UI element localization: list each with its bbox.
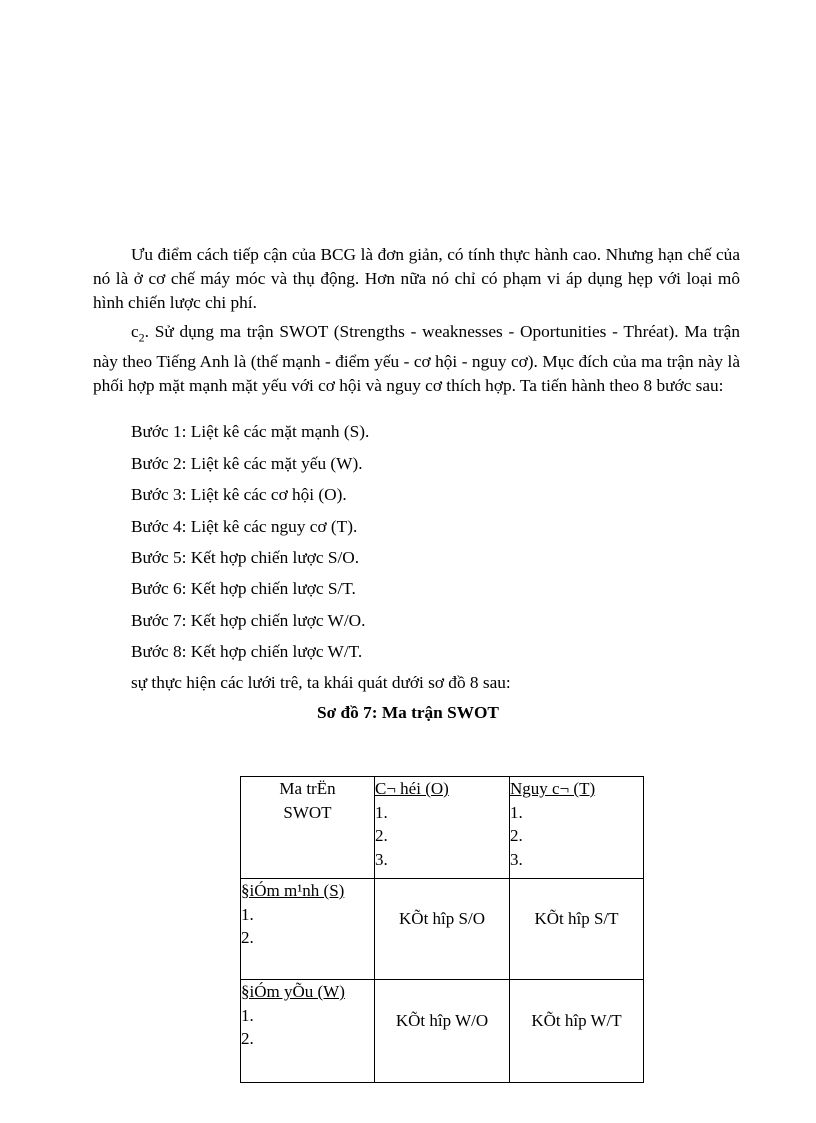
weaknesses-cell bbox=[241, 980, 375, 1083]
opportunities-item-3: 3. bbox=[375, 849, 388, 869]
step-5: Bước 5: Kết hợp chiến lược S/O. bbox=[131, 548, 360, 567]
threats-header: Nguy c¬ (T) bbox=[510, 779, 596, 798]
paragraph-swot-subscript: 2 bbox=[138, 330, 145, 345]
paragraph-swot-text: . Sử dụng ma trận SWOT (Strengths - weaknesses - Oportunities - Thréat). Ma trận này theo Tiếng Anh là (thế mạnh - điểm yếu - cơ hội - nguy cơ). Mục đích của ma trận này là phối hợp mặt mạnh mặt yếu với cơ hội và nguy cơ thích hợp. Ta tiến hành theo 8 bước sau: bbox=[93, 322, 740, 396]
swot-matrix-table bbox=[240, 776, 644, 1083]
wo-strategy-cell: KÕt hîp W/O bbox=[375, 980, 510, 1083]
threats-item-3: 3. bbox=[510, 849, 523, 869]
diagram-title: Sơ đồ 7: Ma trận SWOT bbox=[317, 703, 499, 722]
strengths-item-2: 2. bbox=[241, 928, 254, 947]
weaknesses-header: §iÓm yÕu (W) bbox=[241, 982, 345, 1001]
step-2: Bước 2: Liệt kê các mặt yếu (W). bbox=[131, 454, 363, 473]
paragraph-bcg-advantages: Ưu điểm cách tiếp cận của BCG là đơn giản, có tính thực hành cao. Nhưng hạn chế của nó là ở cơ chế máy móc và thụ động. Hơn nữa nó chỉ có phạm vi áp dụng hẹp với loại mô hình chiến lược chi phí. bbox=[93, 245, 740, 312]
closing-line: sự thực hiện các lưới trê, ta khái quát dưới sơ đồ 8 sau: bbox=[131, 673, 511, 692]
wt-strategy-cell: KÕt hîp W/T bbox=[510, 980, 644, 1083]
strengths-header: §iÓm m¹nh (S) bbox=[241, 881, 345, 900]
step-8: Bước 8: Kết hợp chiến lược W/T. bbox=[131, 642, 363, 661]
so-strategy-cell: KÕt hîp S/O bbox=[375, 879, 510, 980]
step-4: Bước 4: Liệt kê các nguy cơ (T). bbox=[131, 517, 358, 536]
step-3: Bước 3: Liệt kê các cơ hội (O). bbox=[131, 485, 347, 504]
swot-header-row bbox=[241, 777, 644, 879]
swot-strengths-row bbox=[241, 879, 644, 980]
step-1: Bước 1: Liệt kê các mặt mạnh (S). bbox=[131, 422, 370, 441]
swot-corner-cell bbox=[241, 777, 375, 879]
threats-item-1: 1. bbox=[510, 802, 523, 822]
swot-corner-line2: SWOT bbox=[283, 802, 332, 822]
strengths-item-1: 1. bbox=[241, 904, 254, 924]
strengths-cell bbox=[241, 879, 375, 980]
opportunities-item-1: 1. bbox=[375, 802, 388, 822]
step-6: Bước 6: Kết hợp chiến lược S/T. bbox=[131, 579, 356, 598]
swot-weaknesses-row bbox=[241, 980, 644, 1083]
threats-item-2: 2. bbox=[510, 826, 523, 845]
weaknesses-item-2: 2. bbox=[241, 1029, 254, 1048]
swot-corner-line1: Ma trËn bbox=[279, 779, 336, 798]
paragraph-swot-prefix: c bbox=[131, 322, 139, 341]
step-7: Bước 7: Kết hợp chiến lược W/O. bbox=[131, 611, 366, 630]
st-strategy-cell: KÕt hîp S/T bbox=[510, 879, 644, 980]
opportunities-item-2: 2. bbox=[375, 826, 388, 845]
opportunities-header: C¬ héi (O) bbox=[375, 779, 449, 798]
weaknesses-item-1: 1. bbox=[241, 1005, 254, 1025]
threats-cell bbox=[510, 777, 644, 879]
paragraph-swot-intro bbox=[93, 320, 740, 398]
opportunities-cell bbox=[375, 777, 510, 879]
